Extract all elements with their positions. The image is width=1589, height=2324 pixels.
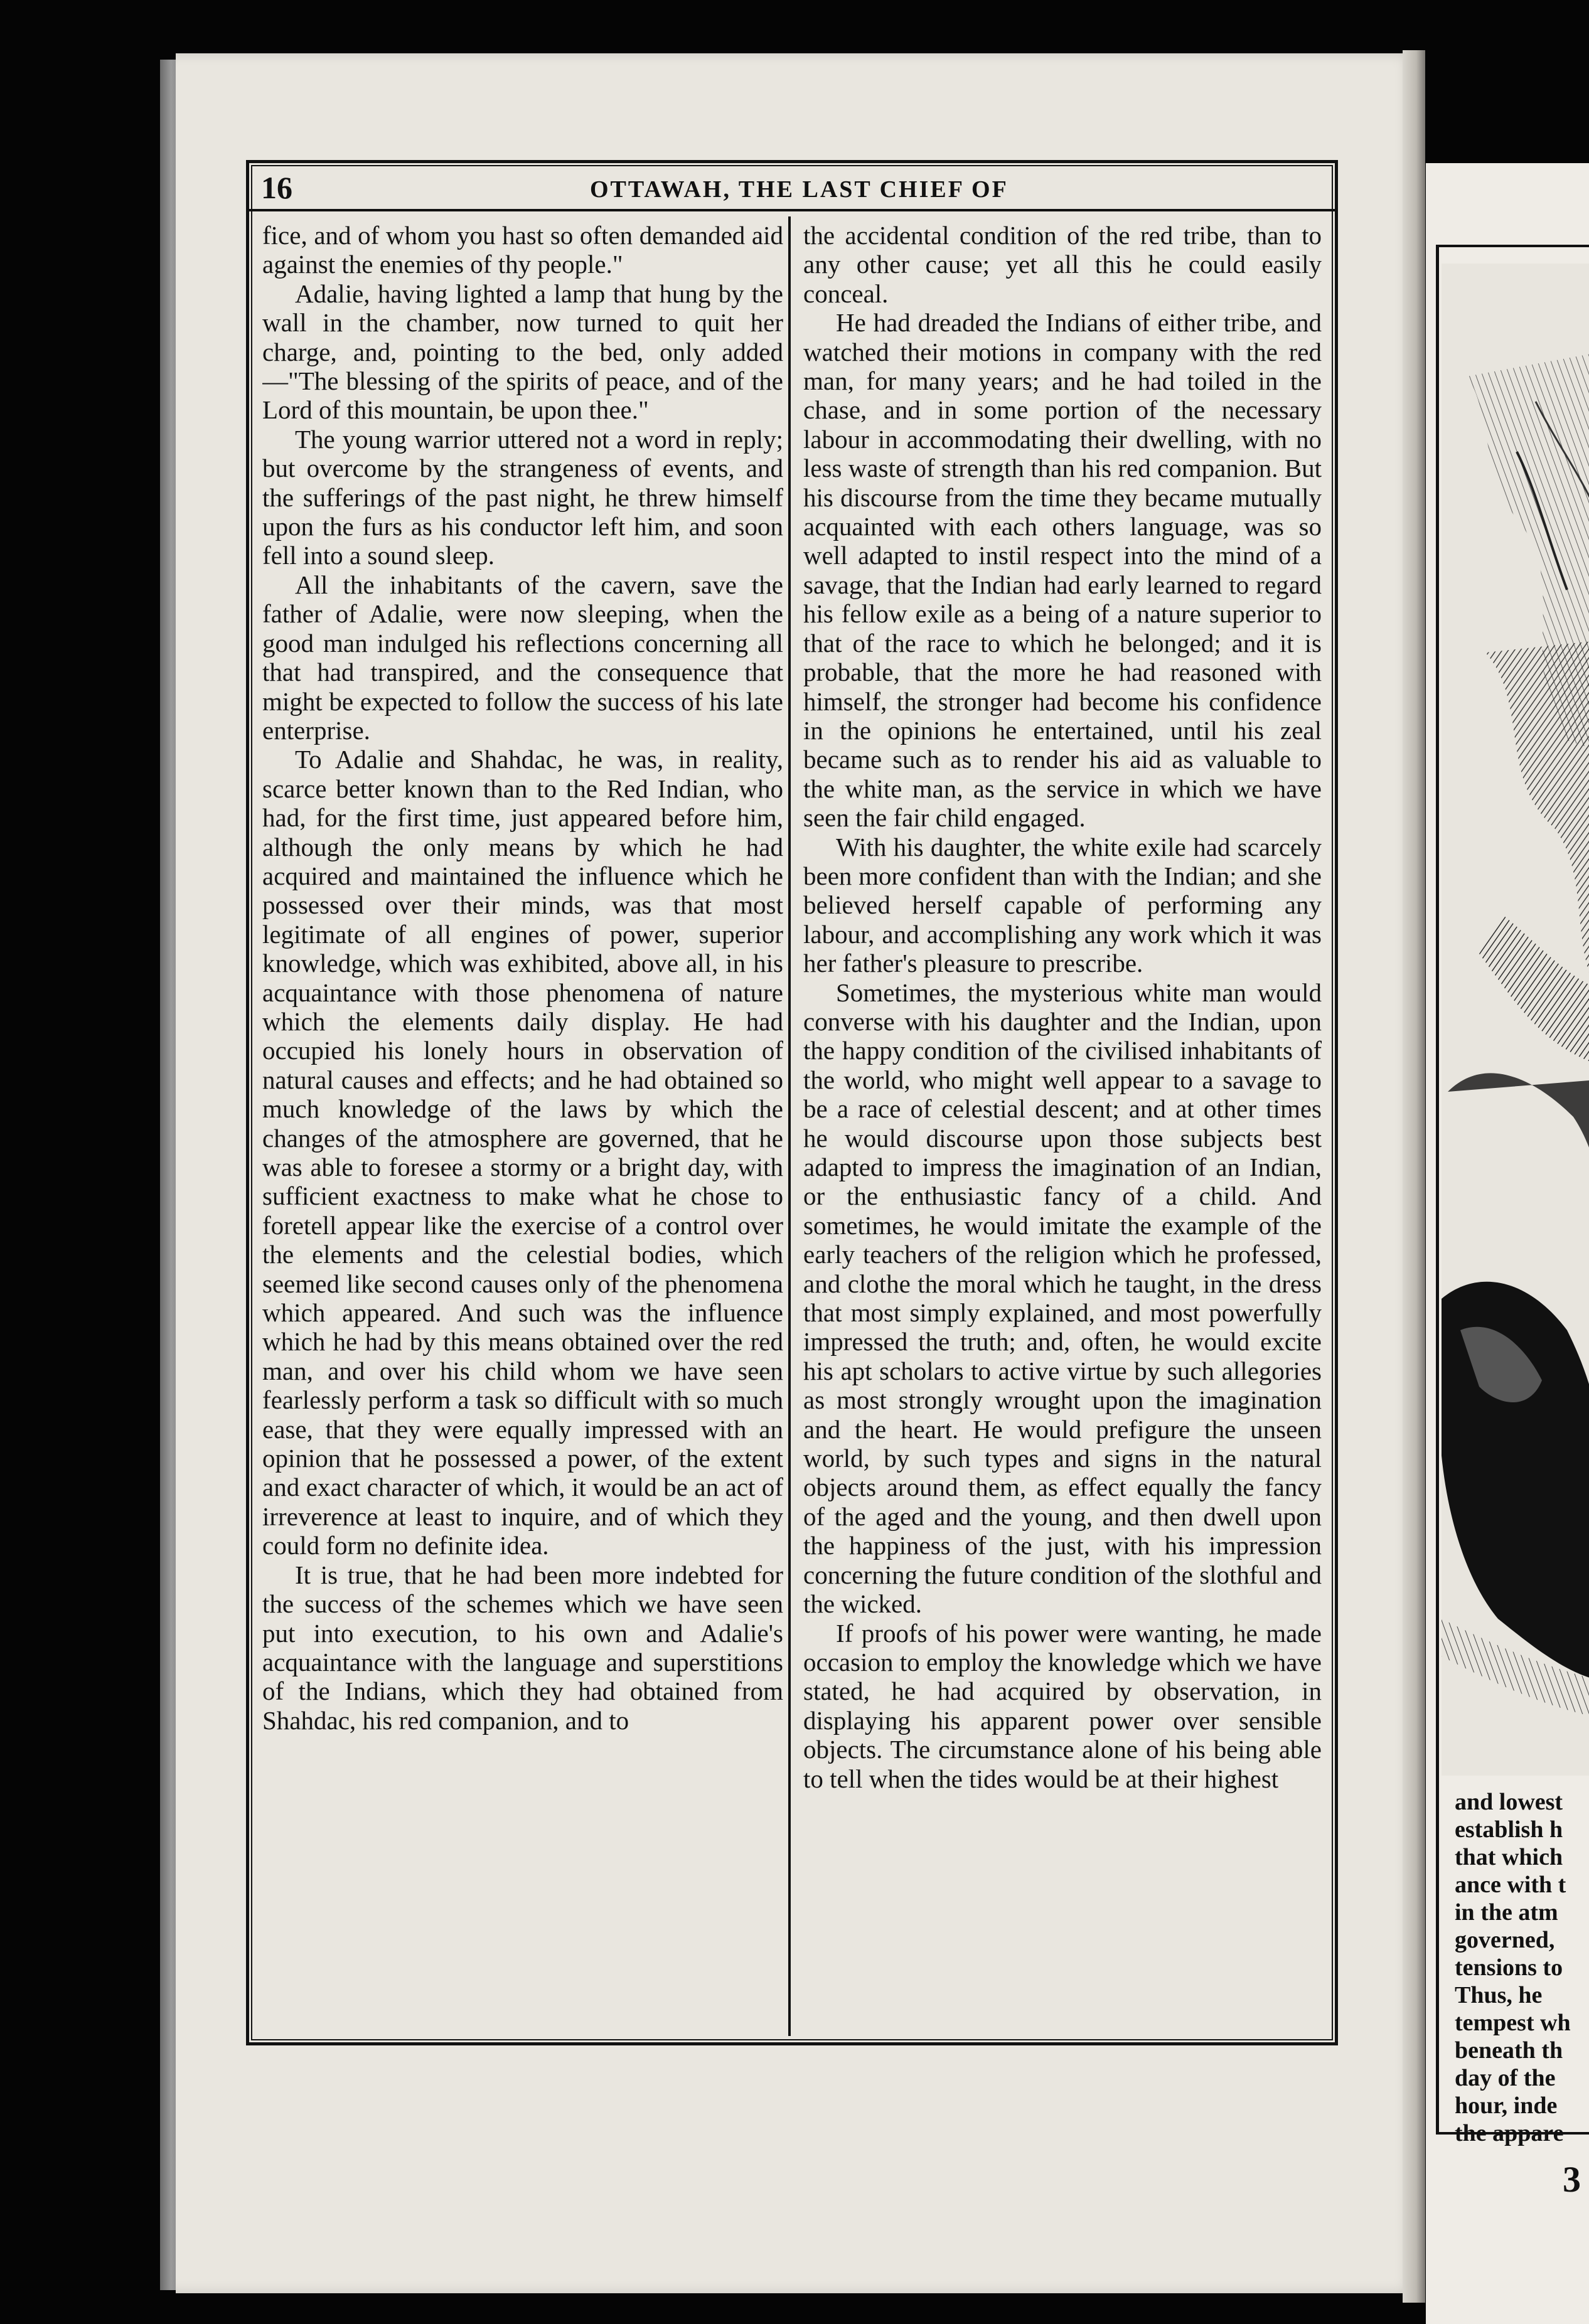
paragraph: fice, and of whom you hast so often demanded aid against the enemies of thy people." bbox=[262, 221, 783, 279]
paragraph: It is true, that he had been more indebted for the success of the schemes which we have seen put into execution, to his own and Adalie's acquaintance with the language and superstitions of the Indians, which they had obtained from Shahdac, his red companion, and to bbox=[262, 1560, 783, 1735]
paragraph: the accidental condition of the red tribe, than to any other cause; yet all this he could easily conceal. bbox=[803, 221, 1322, 308]
paragraph: Sometimes, the mysterious white man would converse with his daughter and the Indian, upon the happy condition of the civilised inhabitants of the world, who might well appear to a savage to be a race of celestial descent; and at other times he would discourse upon those subjects best adapted to impress the imagination of an Indian, or the enthusiastic fancy of a child. And sometimes, he would imitate the example of the early teachers of the religion which he professed, and clothe the moral which he taught, in the dress that most simply explained, and most powerfully impressed the truth; and, often, he would excite his apt scholars to active virtue by such allegories as most strongly wrought upon the imagination and the heart. He would prefigure the unseen world, by such types and signs in the natural objects around them, as effect equally the fancy of the aged and the young, and then dwell upon the happiness of the just, with his impression concerning the future condition of the slothful and the wicked. bbox=[803, 978, 1322, 1619]
facing-text-line: establish h bbox=[1455, 1816, 1563, 1843]
running-title: OTTAWAH, THE LAST CHIEF OF bbox=[590, 176, 1009, 203]
right-column bbox=[803, 221, 1322, 2034]
paragraph: He had dreaded the Indians of either tribe, and watched their motions in company with the red man, for many years; and he had toiled in the chase, and in some portion of the necessary labour in accommodating their dwelling, with no less waste of strength than his red companion. But his discourse from the time they became mutually acquainted with each others language, was so well adapted to instil respect into the mind of a savage, that the Indian had early learned to regard his fellow exile as a being of a nature superior to that of the race to which he belonged; and it is probable, that the more he had reasoned with himself, the stronger had become his confidence in the opinions he entertained, until his zeal became such as to render his aid as valuable to the white man, as the service in which we have seen the fair child engaged. bbox=[803, 308, 1322, 833]
facing-text-line: day of the bbox=[1455, 2065, 1556, 2091]
header-rule bbox=[246, 209, 1338, 211]
facing-page-text bbox=[1455, 1788, 1589, 2147]
paragraph: If proofs of his power were wanting, he made occasion to employ the knowledge which we have stated, he had acquired by observation, in displaying his apparent power over sensible objects. The circumstance alone of his being able to tell when the tides would be at their highest bbox=[803, 1618, 1322, 1793]
facing-text-line: Thus, he bbox=[1455, 1982, 1543, 2008]
facing-text-line: the appare bbox=[1455, 2120, 1564, 2146]
facing-text-line: hour, inde bbox=[1455, 2092, 1558, 2119]
facing-header-rule bbox=[1436, 245, 1589, 247]
page-number: 16 bbox=[261, 170, 292, 205]
page-gutter bbox=[1403, 50, 1425, 2303]
paragraph: Adalie, having lighted a lamp that hung by the wall in the chamber, now turned to quit her charge, and, pointing to the bed, only added—"The blessing of the spirits of peace, and of the Lord of this mountain, be upon thee." bbox=[262, 279, 783, 425]
engraving-illustration bbox=[1442, 264, 1589, 1776]
facing-page-number: 3 bbox=[1563, 2159, 1581, 2200]
facing-page-border bbox=[1436, 245, 1439, 2133]
facing-text-line: ance with t bbox=[1455, 1872, 1566, 1898]
paragraph: All the inhabitants of the cavern, save the father of Adalie, were now sleeping, when the good man indulged his reflections concerning all that had transpired, and the consequence that might be expected to follow the success of his late enterprise. bbox=[262, 570, 783, 745]
left-column bbox=[262, 221, 783, 2034]
column-divider bbox=[788, 216, 791, 2036]
paragraph: The young warrior uttered not a word in reply; but overcome by the strangeness of events, and the sufferings of the past night, he threw himself upon the furs as his conductor left him, and soon fell into a sound sleep. bbox=[262, 424, 783, 570]
paragraph: To Adalie and Shahdac, he was, in reality, scarce better known than to the Red Indian, who had, for the first time, just appeared before him, although the only means by which he had acquired and maintained the influence which he possessed over their minds, was that most legitimate of all engines of power, superior knowledge, which was exhibited, above all, in his acquaintance with those phenomena of nature which the elements daily display. He had occupied his lonely hours in observation of natural causes and effects; and he had obtained so much knowledge of the laws by which the changes of the atmosphere are governed, that he was able to foresee a stormy or a bright day, with sufficient exactness to make what he chose to foretell appear like the exercise of a control over the elements and the celestial bodies, which seemed like second causes only of the phenomena which appeared. And such was the influence which he had by this means obtained over the red man, and over his child whom we have seen fearlessly perform a task so difficult with so much ease, that they were equally impressed with an opinion that he possessed a power, of the extent and exact character of which, it would be an act of irreverence at least to inquire, and of which they could form no definite idea. bbox=[262, 745, 783, 1560]
facing-text-line: and lowest bbox=[1455, 1789, 1563, 1815]
facing-text-line: that which bbox=[1455, 1844, 1563, 1870]
facing-text-line: governed, bbox=[1455, 1927, 1555, 1953]
facing-text-line: beneath th bbox=[1455, 2037, 1563, 2064]
paragraph: With his daughter, the white exile had scarcely been more confident than with the Indian; and she believed herself capable of performing any labour, and accomplishing any work which it was her father's pleasure to prescribe. bbox=[803, 832, 1322, 978]
facing-text-line: tensions to bbox=[1455, 1954, 1563, 1981]
facing-text-line: in the atm bbox=[1455, 1899, 1558, 1926]
facing-page bbox=[1426, 163, 1589, 2324]
facing-text-line: tempest wh bbox=[1455, 2010, 1571, 2036]
